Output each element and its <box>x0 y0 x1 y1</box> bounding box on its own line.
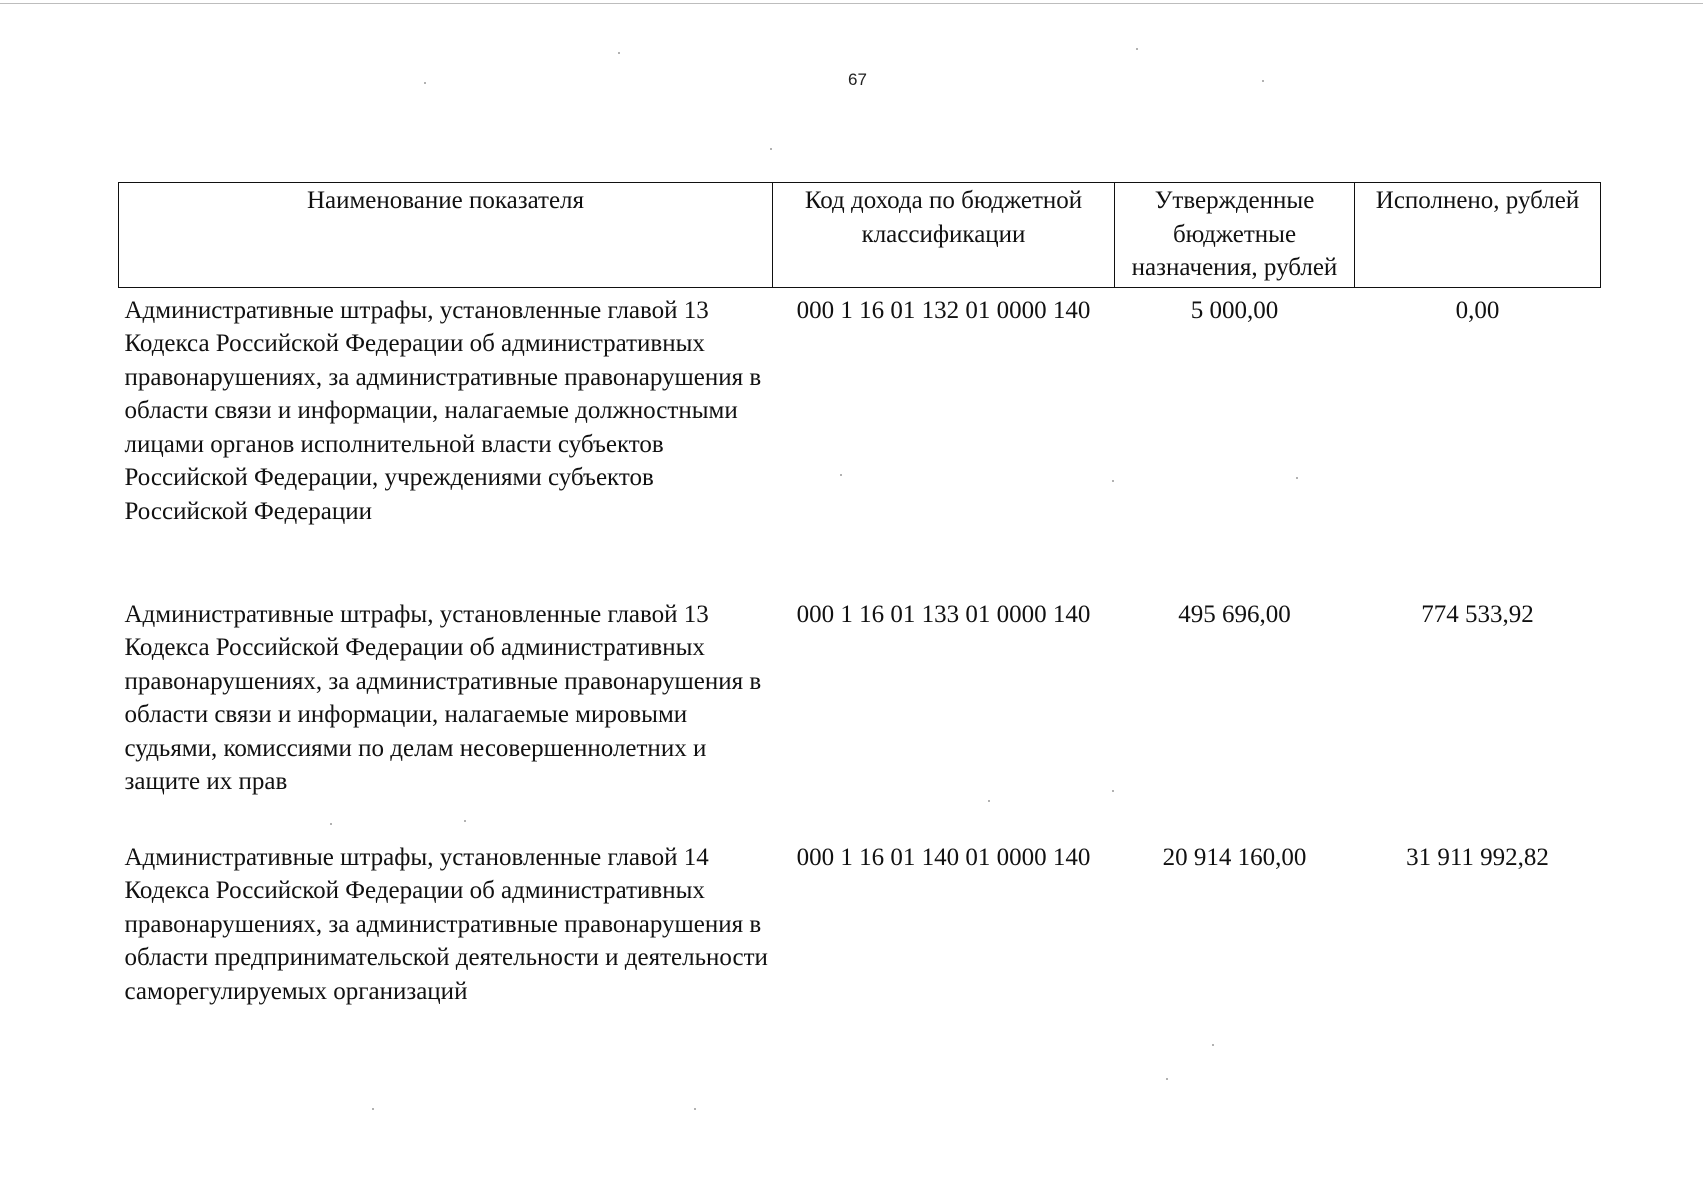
indicator-name: Административные штрафы, установленные главой 13 Кодекса Российской Федерации об административных правонарушениях, за административные правонарушения в области связи и информации, налагаемые мировыми судьями, комиссиями по делам несовершеннолетних и защите их прав <box>124 600 762 795</box>
scan-speck <box>988 800 990 802</box>
indicator-name: Административные штрафы, установленные главой 13 Кодекса Российской Федерации об административных правонарушениях, за административные правонарушения в области связи и информации, налагаемые должностными лицами органов исполнительной власти субъектов Российской Федерации, учреждениями субъектов Российской Федерации <box>124 296 762 525</box>
scan-speck <box>618 52 620 54</box>
approved-amount: 5 000,00 <box>1190 296 1279 324</box>
scan-speck <box>464 820 466 822</box>
header-income-code: Код дохода по бюджетной классификации <box>773 183 1115 288</box>
header-executed-amount: Исполнено, рублей <box>1355 183 1601 288</box>
income-code: 000 1 16 01 133 01 0000 140 <box>796 600 1091 628</box>
executed-amount: 774 533,92 <box>1421 600 1534 628</box>
approved-amount: 20 914 160,00 <box>1162 843 1307 871</box>
scan-speck <box>1212 1044 1214 1046</box>
table-header <box>119 183 1601 288</box>
budget-income-table <box>118 182 1601 1071</box>
scan-top-edge <box>0 3 1703 4</box>
executed-amount: 0,00 <box>1455 296 1500 324</box>
scan-speck <box>694 1108 696 1110</box>
table-body <box>119 287 1601 1071</box>
scan-speck <box>1262 80 1264 82</box>
table-row <box>119 287 1601 598</box>
scan-speck <box>770 148 772 150</box>
executed-amount: 31 911 992,82 <box>1406 843 1549 871</box>
header-approved-amount: Утвержденные бюджетные назначения, рублей <box>1115 183 1355 288</box>
scan-speck <box>1166 1078 1168 1080</box>
scan-speck <box>840 474 842 476</box>
header-indicator-name: Наименование показателя <box>119 183 773 288</box>
scan-speck <box>330 823 332 825</box>
approved-amount: 495 696,00 <box>1178 600 1291 628</box>
income-code: 000 1 16 01 132 01 0000 140 <box>796 296 1091 324</box>
indicator-name: Административные штрафы, установленные главой 14 Кодекса Российской Федерации об административных правонарушениях, за административные правонарушения в области предпринимательской деятельности и деятельности саморегулируемых организаций <box>124 843 768 1005</box>
scan-speck <box>1296 477 1298 479</box>
table-row <box>119 598 1601 841</box>
scan-speck <box>1112 480 1114 482</box>
scan-speck <box>1112 790 1114 792</box>
table-row <box>119 841 1601 1071</box>
scan-speck <box>1136 48 1138 50</box>
header-row <box>119 183 1601 288</box>
page-number: 67 <box>848 70 867 89</box>
scan-speck <box>424 82 426 84</box>
scan-speck <box>372 1108 374 1110</box>
income-code: 000 1 16 01 140 01 0000 140 <box>796 843 1091 871</box>
